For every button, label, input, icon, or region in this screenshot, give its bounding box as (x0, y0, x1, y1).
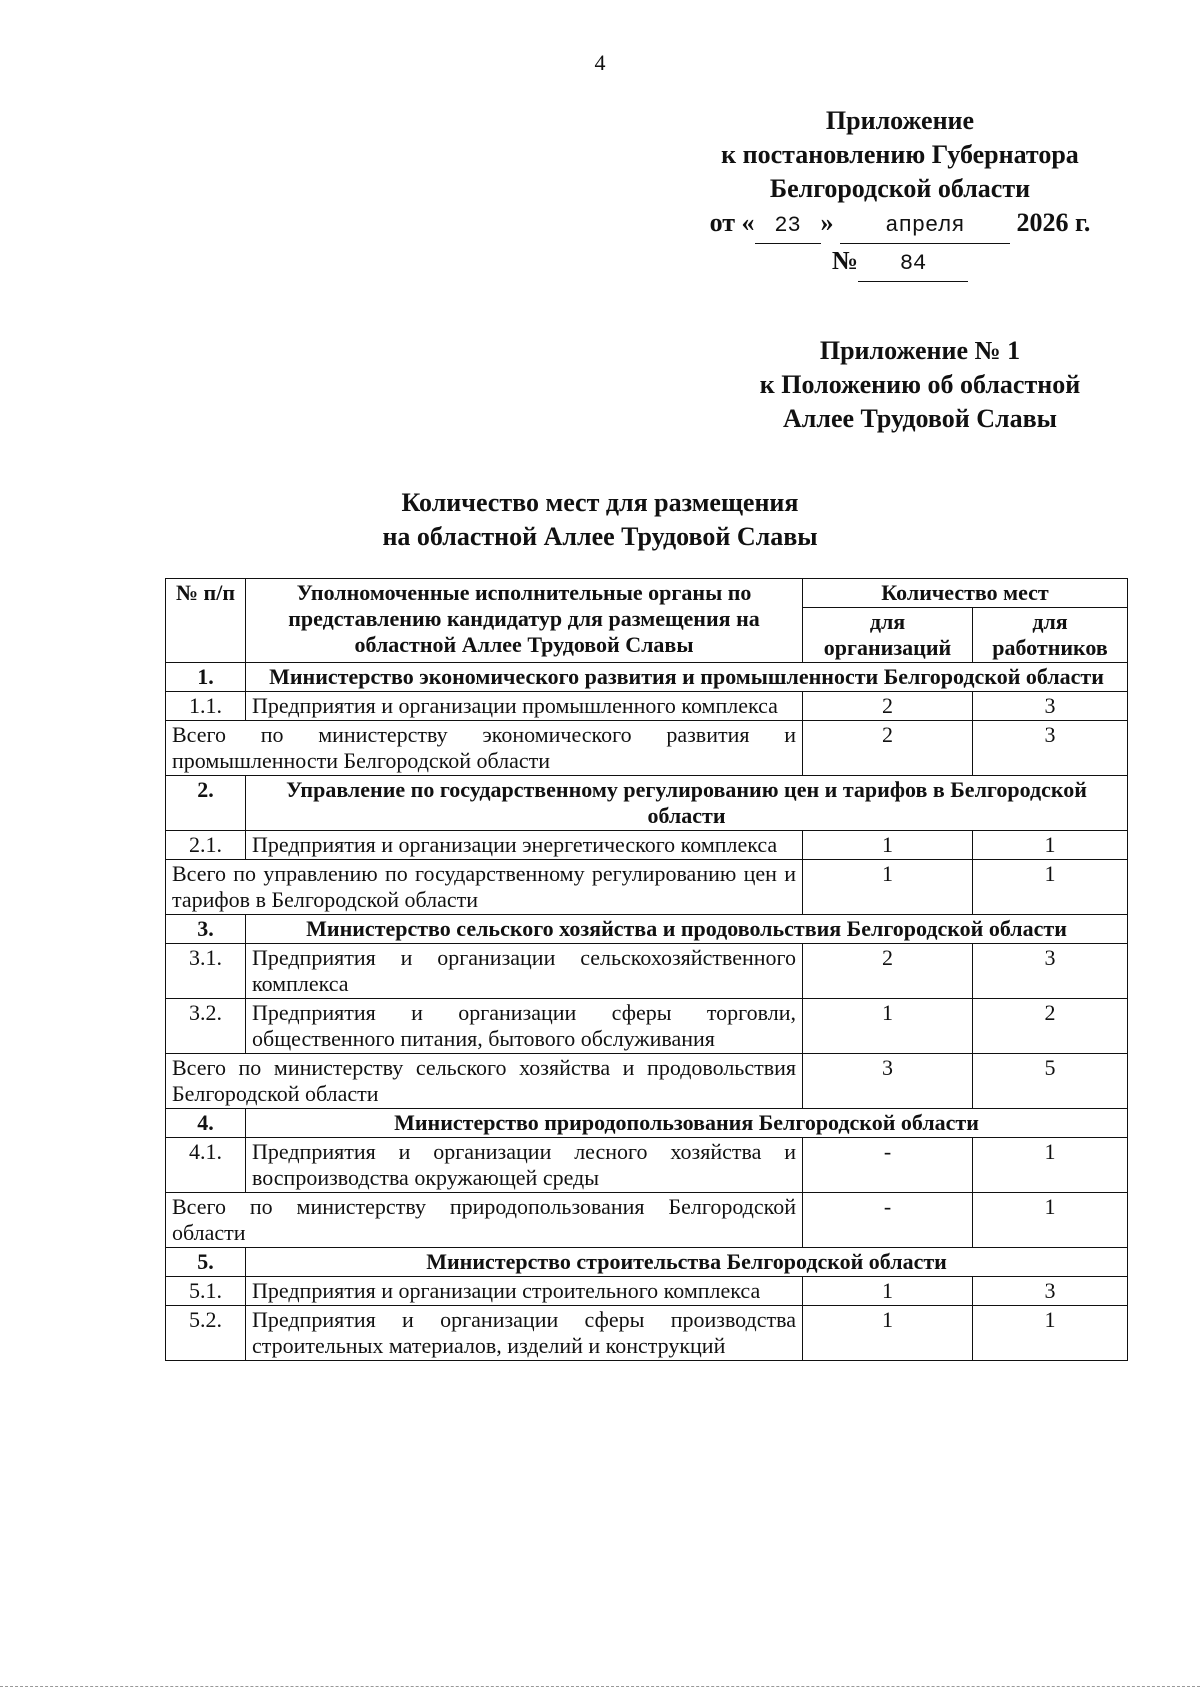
section-title: Управление по государственному регулированию цен и тарифов в Белгородской области (246, 776, 1128, 831)
places-table (165, 578, 1128, 1361)
annex-title: Приложение (825, 106, 975, 135)
row-orgs: 1 (803, 831, 973, 860)
table-row (166, 999, 1128, 1054)
row-name: Предприятия и организации сельскохозяйственного комплекса (246, 944, 803, 999)
total-orgs: 1 (803, 860, 973, 915)
total-label: Всего по министерству экономического развития и промышленности Белгородской области (166, 721, 803, 776)
row-num: 4.1. (166, 1138, 246, 1193)
row-num: 3.1. (166, 944, 246, 999)
section-row (166, 776, 1128, 831)
row-workers: 1 (973, 1306, 1128, 1361)
table-row (166, 1138, 1128, 1193)
number-value: 84 (858, 247, 968, 282)
section-row (166, 1248, 1128, 1277)
section-num: 2. (166, 776, 246, 831)
row-orgs: 1 (803, 999, 973, 1054)
document-title-line-2: на областной Аллее Трудовой Славы (382, 522, 818, 551)
row-workers: 1 (973, 1138, 1128, 1193)
total-workers: 5 (973, 1054, 1128, 1109)
annex-header (660, 104, 1140, 282)
total-row (166, 860, 1128, 915)
annex-2-title: Приложение № 1 (819, 336, 1021, 365)
row-num: 5.1. (166, 1277, 246, 1306)
row-name: Предприятия и организации сферы торговли, общественного питания, бытового обслуживания (246, 999, 803, 1054)
total-workers: 3 (973, 721, 1128, 776)
section-num: 3. (166, 915, 246, 944)
annex-line-2: Белгородской области (769, 174, 1031, 203)
row-orgs: - (803, 1138, 973, 1193)
row-name: Предприятия и организации сферы производства строительных материалов, изделий и конструкций (246, 1306, 803, 1361)
row-workers: 3 (973, 1277, 1128, 1306)
total-row (166, 1193, 1128, 1248)
row-name: Предприятия и организации промышленного комплекса (246, 692, 803, 721)
total-orgs: 2 (803, 721, 973, 776)
total-label: Всего по управлению по государственному регулированию цен и тарифов в Белгородской области (166, 860, 803, 915)
row-orgs: 2 (803, 944, 973, 999)
section-num: 5. (166, 1248, 246, 1277)
table-row (166, 1277, 1128, 1306)
section-row (166, 663, 1128, 692)
page-number: 4 (594, 50, 606, 75)
table-row (166, 944, 1128, 999)
document-title-line-1: Количество мест для размещения (401, 488, 799, 517)
annex-number (660, 244, 1140, 282)
row-workers: 3 (973, 944, 1128, 999)
annex-2-header (700, 334, 1140, 436)
section-row (166, 1109, 1128, 1138)
date-prefix: от « (709, 208, 755, 237)
row-orgs: 1 (803, 1277, 973, 1306)
section-num: 1. (166, 663, 246, 692)
page-bottom-edge (0, 1686, 1200, 1687)
section-title: Министерство экономического развития и промышленности Белгородской области (246, 663, 1128, 692)
row-workers: 2 (973, 999, 1128, 1054)
date-day: 23 (755, 209, 821, 244)
number-prefix: № (831, 246, 859, 275)
row-name: Предприятия и организации строительного комплекса (246, 1277, 803, 1306)
row-workers: 1 (973, 831, 1128, 860)
header-for-workers: для работников (973, 608, 1128, 663)
total-row (166, 1054, 1128, 1109)
header-org: Уполномоченные исполнительные органы по представлению кандидатур для размещения на областной Аллее Трудовой Славы (246, 579, 803, 663)
row-num: 5.2. (166, 1306, 246, 1361)
row-name: Предприятия и организации лесного хозяйства и воспроизводства окружающей среды (246, 1138, 803, 1193)
row-num: 2.1. (166, 831, 246, 860)
annex-date (660, 206, 1140, 244)
row-orgs: 1 (803, 1306, 973, 1361)
date-mid: » (820, 208, 834, 237)
total-orgs: - (803, 1193, 973, 1248)
header-count: Количество мест (803, 579, 1128, 608)
document-title (0, 486, 1200, 554)
total-orgs: 3 (803, 1054, 973, 1109)
total-workers: 1 (973, 860, 1128, 915)
table-row (166, 692, 1128, 721)
header-for-orgs: для организаций (803, 608, 973, 663)
annex-2-line-1: к Положению об областной (759, 370, 1081, 399)
row-name: Предприятия и организации энергетического комплекса (246, 831, 803, 860)
table-row (166, 1306, 1128, 1361)
section-row (166, 915, 1128, 944)
section-title: Министерство природопользования Белгородской области (246, 1109, 1128, 1138)
row-orgs: 2 (803, 692, 973, 721)
table-row (166, 831, 1128, 860)
date-month: апреля (840, 209, 1010, 244)
annex-2-line-2: Аллее Трудовой Славы (783, 404, 1057, 433)
header-num: № п/п (166, 579, 246, 663)
total-label: Всего по министерству природопользования Белгородской области (166, 1193, 803, 1248)
row-num: 3.2. (166, 999, 246, 1054)
annex-line-1: к постановлению Губернатора (721, 140, 1079, 169)
total-row (166, 721, 1128, 776)
row-workers: 3 (973, 692, 1128, 721)
row-num: 1.1. (166, 692, 246, 721)
total-workers: 1 (973, 1193, 1128, 1248)
date-year: 2026 г. (1016, 208, 1091, 237)
section-title: Министерство сельского хозяйства и продовольствия Белгородской области (246, 915, 1128, 944)
total-label: Всего по министерству сельского хозяйства и продовольствия Белгородской области (166, 1054, 803, 1109)
section-num: 4. (166, 1109, 246, 1138)
section-title: Министерство строительства Белгородской области (246, 1248, 1128, 1277)
